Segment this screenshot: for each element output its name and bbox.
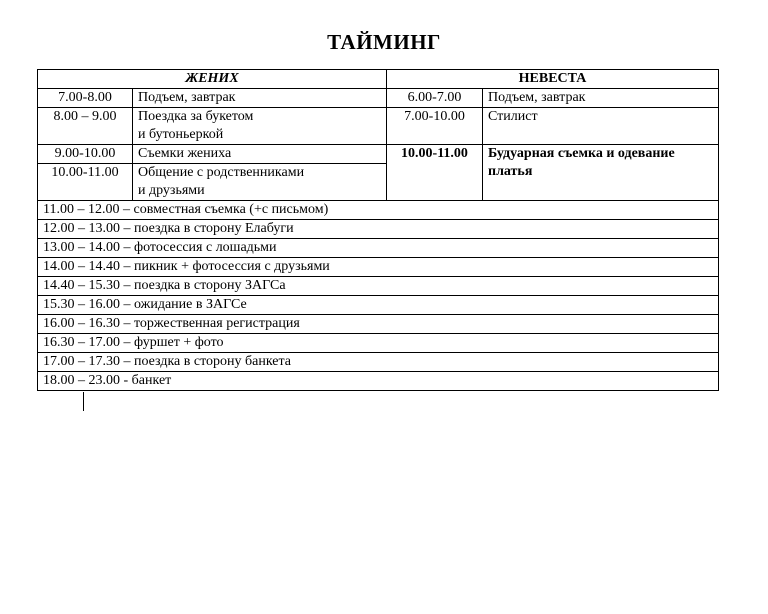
groom-time-cell: 9.00-10.00: [38, 145, 133, 164]
groom-activity-cell: [133, 164, 387, 201]
bride-activity-cell: [483, 145, 719, 201]
activity-line: и друзьями: [138, 183, 205, 198]
activity-line: Общение с родственниками: [138, 165, 305, 180]
schedule-row: 18.00 – 23.00 - банкет: [38, 372, 719, 391]
bride-time-cell: 7.00-10.00: [387, 108, 483, 145]
groom-time-cell: 7.00-8.00: [38, 89, 133, 108]
schedule-row: 13.00 – 14.00 – фотосессия с лошадьми: [38, 239, 719, 258]
schedule-row: 11.00 – 12.00 – совместная съемка (+с письмом): [38, 201, 719, 220]
schedule-row: 12.00 – 13.00 – поездка в сторону Елабуги: [38, 220, 719, 239]
page-title: ТАЙМИНГ: [327, 30, 441, 54]
bride-time-cell: 6.00-7.00: [387, 89, 483, 108]
bride-time-cell: 10.00-11.00: [387, 145, 483, 201]
activity-line: Поездка за букетом: [138, 109, 254, 124]
text-cursor: [83, 392, 84, 411]
groom-activity-cell: Съемки жениха: [133, 145, 387, 164]
activity-line: и бутоньеркой: [138, 127, 224, 142]
groom-time-cell: 10.00-11.00: [38, 164, 133, 201]
schedule-row: 17.00 – 17.30 – поездка в сторону банкета: [38, 353, 719, 372]
bride-header: НЕВЕСТА: [387, 70, 719, 89]
groom-header: ЖЕНИХ: [38, 70, 387, 89]
activity-line: платья: [488, 164, 533, 179]
schedule-row: 14.00 – 14.40 – пикник + фотосессия с друзьями: [38, 258, 719, 277]
activity-line: Будуарная съемка и одевание: [488, 146, 675, 161]
schedule-row: 16.30 – 17.00 – фуршет + фото: [38, 334, 719, 353]
bride-activity-cell: Подъем, завтрак: [483, 89, 719, 108]
schedule-row: 15.30 – 16.00 – ожидание в ЗАГСе: [38, 296, 719, 315]
groom-activity-cell: Подъем, завтрак: [133, 89, 387, 108]
schedule-row: 14.40 – 15.30 – поездка в сторону ЗАГСа: [38, 277, 719, 296]
timing-table: [37, 69, 719, 391]
schedule-row: 16.00 – 16.30 – торжественная регистрация: [38, 315, 719, 334]
groom-time-cell: 8.00 – 9.00: [38, 108, 133, 145]
groom-activity-cell: [133, 108, 387, 145]
bride-activity-cell: Стилист: [483, 108, 719, 145]
